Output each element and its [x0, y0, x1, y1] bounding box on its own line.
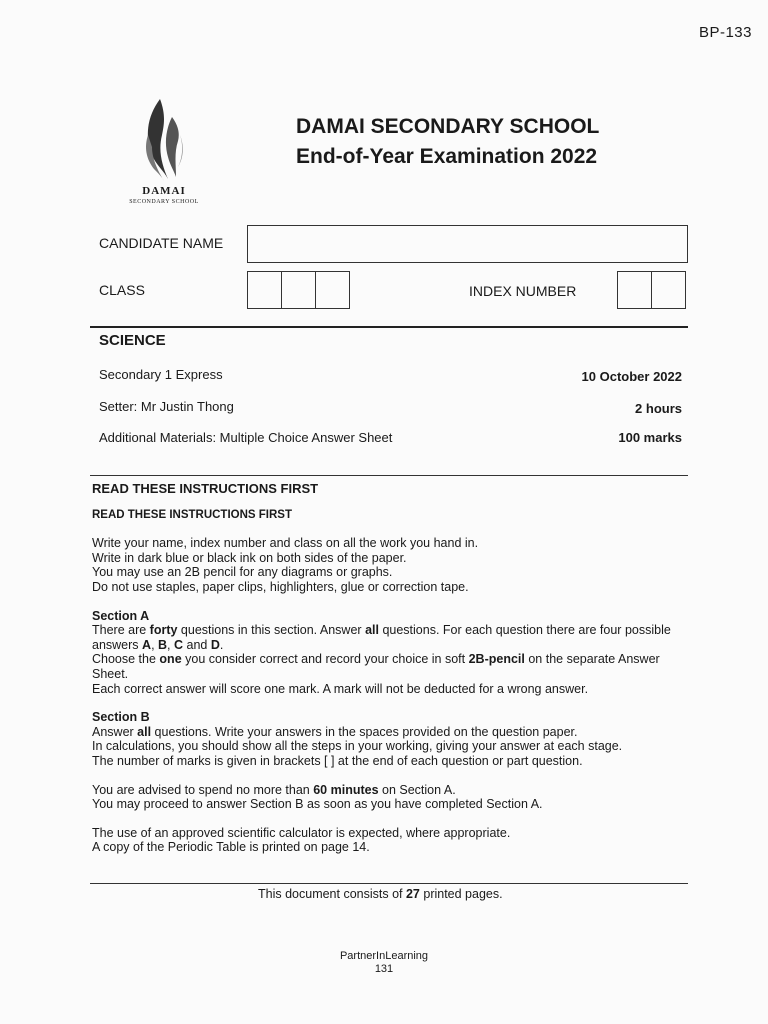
calculator-note: The use of an approved scientific calculator is expected, where appropriate. [92, 825, 511, 840]
class-label: CLASS [99, 282, 145, 298]
class-field[interactable] [247, 271, 350, 309]
page-footer [0, 950, 768, 976]
general-instruction: Do not use staples, paper clips, highlighters, glue or correction tape. [92, 579, 469, 594]
page-count-note: This document consists of 27 printed pages. [258, 887, 503, 901]
level-text: Secondary 1 Express [99, 367, 223, 382]
divider [90, 883, 688, 884]
time-advice: You are advised to spend no more than 60 minutes on Section A. [92, 782, 456, 797]
section-b-line: The number of marks is given in brackets [ ] at the end of each question or part question. [92, 753, 583, 768]
flame-emblem-icon [118, 95, 210, 183]
logo-subtitle: SECONDARY SCHOOL [129, 199, 199, 205]
materials-text: Additional Materials: Multiple Choice Answer Sheet [99, 430, 393, 445]
periodic-table-note: A copy of the Periodic Table is printed on page 14. [92, 840, 370, 855]
exam-date: 10 October 2022 [581, 369, 682, 384]
page-title [296, 112, 599, 172]
index-number-label: INDEX NUMBER [469, 283, 577, 299]
school-logo [118, 95, 210, 211]
instructions-heading: READ THESE INSTRUCTIONS FIRST [92, 481, 319, 496]
footer-brand: PartnerInLearning [339, 950, 429, 962]
time-advice-2: You may proceed to answer Section B as soon as you have completed Section A. [92, 797, 543, 812]
divider [90, 475, 688, 476]
candidate-name-field[interactable] [247, 225, 688, 263]
general-instruction: You may use an 2B pencil for any diagrams or graphs. [92, 565, 393, 580]
setter-text: Setter: Mr Justin Thong [99, 399, 234, 414]
general-instruction: Write your name, index number and class on all the work you hand in. [92, 536, 479, 551]
class-cell[interactable] [315, 271, 350, 309]
general-instruction: Write in dark blue or black ink on both sides of the paper. [92, 550, 407, 565]
document-code: BP-133 [698, 24, 752, 41]
section-a-line: Each correct answer will score one mark. A mark will not be deducted for a wrong answer. [92, 681, 589, 696]
duration: 2 hours [635, 401, 682, 416]
logo-name: DAMAI [142, 185, 186, 197]
section-b-line: In calculations, you should show all the steps in your working, giving your answer at each stage. [92, 739, 623, 754]
index-cell[interactable] [651, 271, 686, 309]
section-b-line: Answer all questions. Write your answers in the spaces provided on the question paper. [92, 724, 578, 739]
school-name: DAMAI SECONDARY SCHOOL [296, 115, 600, 138]
index-cell[interactable] [617, 271, 652, 309]
instructions-heading-repeat: READ THESE INSTRUCTIONS FIRST [92, 508, 292, 521]
class-cell[interactable] [281, 271, 316, 309]
index-number-field[interactable] [617, 271, 686, 309]
divider [90, 326, 688, 328]
section-b-title: Section B [92, 710, 150, 725]
total-marks: 100 marks [618, 430, 682, 445]
candidate-name-label: CANDIDATE NAME [99, 235, 224, 251]
subject-title: SCIENCE [99, 332, 166, 349]
section-a-line: Choose the one you consider correct and record your choice in soft 2B-pencil on the separate Answer Sheet. [92, 652, 660, 681]
section-a-title: Section A [92, 608, 150, 623]
exam-name: End-of-Year Examination 2022 [296, 145, 598, 168]
section-a-line: There are forty questions in this section. Answer all questions. For each question there are four possible answers A, B, C and D. [92, 623, 671, 652]
instructions [92, 482, 692, 855]
page-number: 131 [374, 963, 394, 975]
class-cell[interactable] [247, 271, 282, 309]
